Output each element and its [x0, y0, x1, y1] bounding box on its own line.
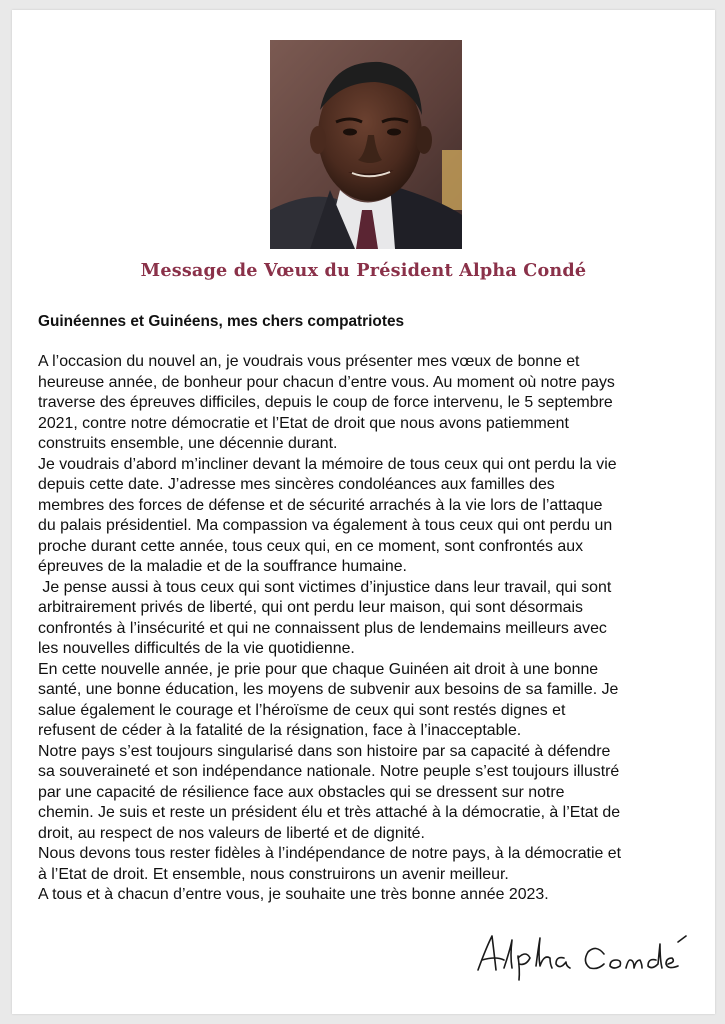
body-line: salue également le courage et l’héroïsme de ceux qui sont restés dignes et	[38, 701, 566, 719]
body-line: membres des forces de défense et de sécurité arrachés à la vie lors de l’attaque	[38, 496, 603, 514]
body-line: A l’occasion du nouvel an, je voudrais vous présenter mes vœux de bonne et	[38, 353, 580, 370]
president-portrait	[270, 40, 462, 249]
body-line: du palais présidentiel. Ma compassion va également à tous ceux qui ont perdu un	[38, 517, 613, 534]
body-line: depuis cette date. J’adresse mes sincères condoléances aux familles des	[38, 476, 555, 493]
body-line: Je pense aussi à tous ceux qui sont victimes d’injustice dans leur travail, qui sont	[38, 578, 612, 596]
body-line: En cette nouvelle année, je prie pour que chaque Guinéen ait droit à une bonne	[38, 660, 599, 678]
body-line: sa souveraineté et son indépendance nationale. Notre peuple s’est toujours illustré	[38, 763, 620, 780]
letter-title: Message de Vœux du Président Alpha Condé	[140, 260, 587, 281]
body-line: droit, au respect de nos valeurs de liberté et de dignité.	[38, 824, 425, 842]
handwritten-signature	[474, 930, 704, 982]
body-line: épreuves de la maladie et de la souffrance humaine.	[38, 558, 407, 575]
body-line: proche durant cette année, tous ceux qui, en ce moment, sont confrontés aux	[38, 537, 584, 555]
body-line: Notre pays s’est toujours singularisé dans son histoire par sa capacité à défendre	[38, 742, 611, 760]
body-line: confrontés à l’insécurité et qui ne connaissent plus de lendemains meilleurs avec	[38, 619, 607, 637]
body-line: à l’Etat de droit. Et ensemble, nous construirons un avenir meilleur.	[38, 865, 509, 883]
body-line: construits ensemble, une décennie durant.	[38, 435, 338, 452]
body-line: par une capacité de résilience face aux obstacles qui se dressent sur notre	[38, 783, 565, 801]
body-line: Nous devons tous rester fidèles à l’indépendance de notre pays, à la démocratie et	[38, 845, 622, 862]
body-line: santé, une bonne éducation, les moyens de subvenir aux besoins de sa famille. Je	[38, 681, 619, 698]
body-line: les nouvelles difficultés de la vie quotidienne.	[38, 640, 355, 657]
body-line: arbitrairement privés de liberté, qui ont perdu leur maison, qui sont désormais	[38, 599, 583, 616]
body-line: Je voudrais d’abord m’incliner devant la mémoire de tous ceux qui ont perdu la vie	[38, 455, 617, 473]
letter-page	[12, 10, 715, 1014]
body-line: refusent de céder à la fatalité de la résignation, face à l’inacceptable.	[38, 722, 522, 739]
body-line: chemin. Je suis et reste un président élu et très attaché à la démocratie, à l’Etat de	[38, 804, 621, 821]
letter-body	[38, 352, 714, 906]
body-line: A tous et à chacun d’entre vous, je souhaite une très bonne année 2023.	[38, 886, 549, 903]
body-line: heureuse année, de bonheur pour chacun d’entre vous. Au moment où notre pays	[38, 373, 615, 391]
salutation: Guinéennes et Guinéens, mes chers compatriotes	[38, 313, 405, 330]
body-line: traverse des épreuves difficiles, depuis le coup de force intervenu, le 5 septembre	[38, 394, 613, 411]
body-line: 2021, contre notre démocratie et l’Etat de droit que nous avons patiemment	[38, 414, 569, 432]
